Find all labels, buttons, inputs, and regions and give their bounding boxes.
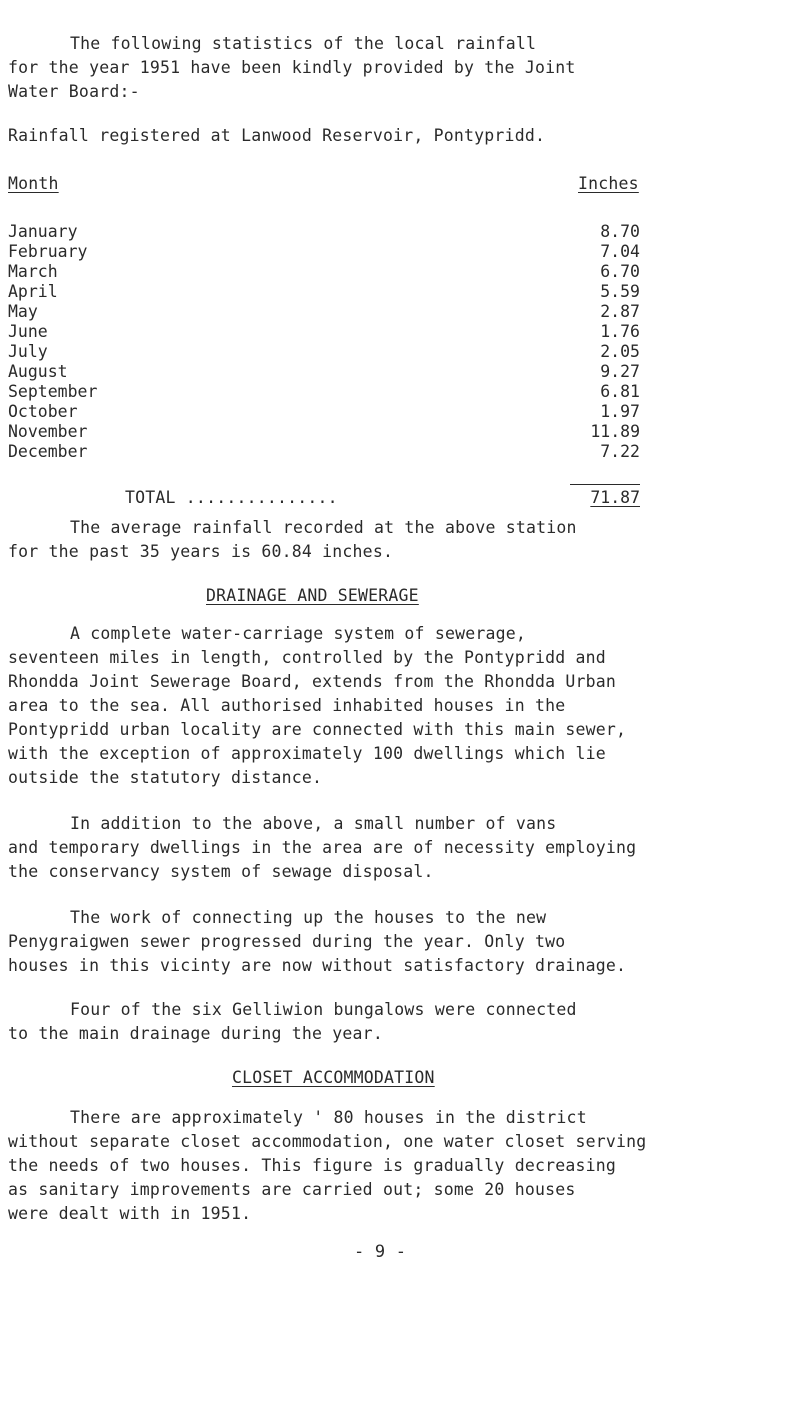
- drainage-p3-line: The work of connecting up the houses to the new: [70, 908, 547, 927]
- table-row-month: April: [8, 282, 58, 301]
- registered-line: Rainfall registered at Lanwood Reservoir, Pontypridd.: [8, 126, 546, 145]
- table-row-inches: 7.22: [600, 442, 640, 461]
- drainage-p1-line: Pontypridd urban locality are connected with this main sewer,: [8, 720, 627, 739]
- drainage-p3-line: houses in this vicinty are now without satisfactory drainage.: [8, 956, 627, 975]
- table-row-inches: 9.27: [600, 362, 640, 381]
- table-row-inches: 5.59: [600, 282, 640, 301]
- table-row-inches: 6.81: [600, 382, 640, 401]
- drainage-p1-line: area to the sea. All authorised inhabited houses in the: [8, 696, 566, 715]
- table-row-inches: 2.05: [600, 342, 640, 361]
- table-row-month: November: [8, 422, 88, 441]
- table-row-month: December: [8, 442, 88, 461]
- inches-column-header: Inches: [578, 174, 639, 193]
- total-rule: [570, 484, 640, 485]
- drainage-p1-line: Rhondda Joint Sewerage Board, extends from the Rhondda Urban: [8, 672, 617, 691]
- table-row-month: August: [8, 362, 68, 381]
- page-number: - 9 -: [354, 1242, 407, 1262]
- table-row-month: March: [8, 262, 58, 281]
- table-row-month: January: [8, 222, 78, 241]
- closet-line: the needs of two houses. This figure is gradually decreasing: [8, 1156, 617, 1175]
- closet-heading: CLOSET ACCOMMODATION: [232, 1068, 435, 1087]
- drainage-p1-line: A complete water-carriage system of sewerage,: [70, 624, 527, 643]
- table-row-month: May: [8, 302, 38, 321]
- drainage-heading: DRAINAGE AND SEWERAGE: [206, 586, 419, 605]
- table-row-inches: 1.97: [600, 402, 640, 421]
- total-value: 71.87: [590, 488, 640, 507]
- average-line-2: for the past 35 years is 60.84 inches.: [8, 542, 394, 561]
- total-label: TOTAL ...............: [125, 488, 338, 507]
- average-line-1: The average rainfall recorded at the above station: [70, 518, 577, 537]
- drainage-p3-line: Penygraigwen sewer progressed during the year. Only two: [8, 932, 566, 951]
- table-row-month: September: [8, 382, 98, 401]
- drainage-p2-line: In addition to the above, a small number of vans: [70, 814, 557, 833]
- table-row-inches: 7.04: [600, 242, 640, 261]
- closet-line: without separate closet accommodation, one water closet serving: [8, 1132, 647, 1151]
- table-row-month: June: [8, 322, 48, 341]
- drainage-p4-line: to the main drainage during the year.: [8, 1024, 383, 1043]
- drainage-p2-line: the conservancy system of sewage disposal.: [8, 862, 434, 881]
- table-row-inches: 8.70: [600, 222, 640, 241]
- table-row-inches: 2.87: [600, 302, 640, 321]
- table-row-inches: 11.89: [590, 422, 640, 441]
- table-row-month: July: [8, 342, 48, 361]
- closet-line: were dealt with in 1951.: [8, 1204, 252, 1223]
- drainage-p2-line: and temporary dwellings in the area are of necessity employing: [8, 838, 637, 857]
- intro-line-2: for the year 1951 have been kindly provided by the Joint: [8, 58, 576, 77]
- intro-line-1: The following statistics of the local rainfall: [70, 34, 537, 53]
- intro-line-3: Water Board:-: [8, 82, 140, 101]
- table-row-month: October: [8, 402, 78, 421]
- month-column-header: Month: [8, 174, 59, 193]
- table-row-inches: 1.76: [600, 322, 640, 341]
- table-row-inches: 6.70: [600, 262, 640, 281]
- drainage-p4-line: Four of the six Gelliwion bungalows were connected: [70, 1000, 577, 1019]
- drainage-p1-line: seventeen miles in length, controlled by the Pontypridd and: [8, 648, 606, 667]
- closet-line: There are approximately ' 80 houses in the district: [70, 1108, 587, 1127]
- closet-line: as sanitary improvements are carried out; some 20 houses: [8, 1180, 576, 1199]
- drainage-p1-line: with the exception of approximately 100 dwellings which lie: [8, 744, 606, 763]
- drainage-p1-line: outside the statutory distance.: [8, 768, 323, 787]
- table-row-month: February: [8, 242, 88, 261]
